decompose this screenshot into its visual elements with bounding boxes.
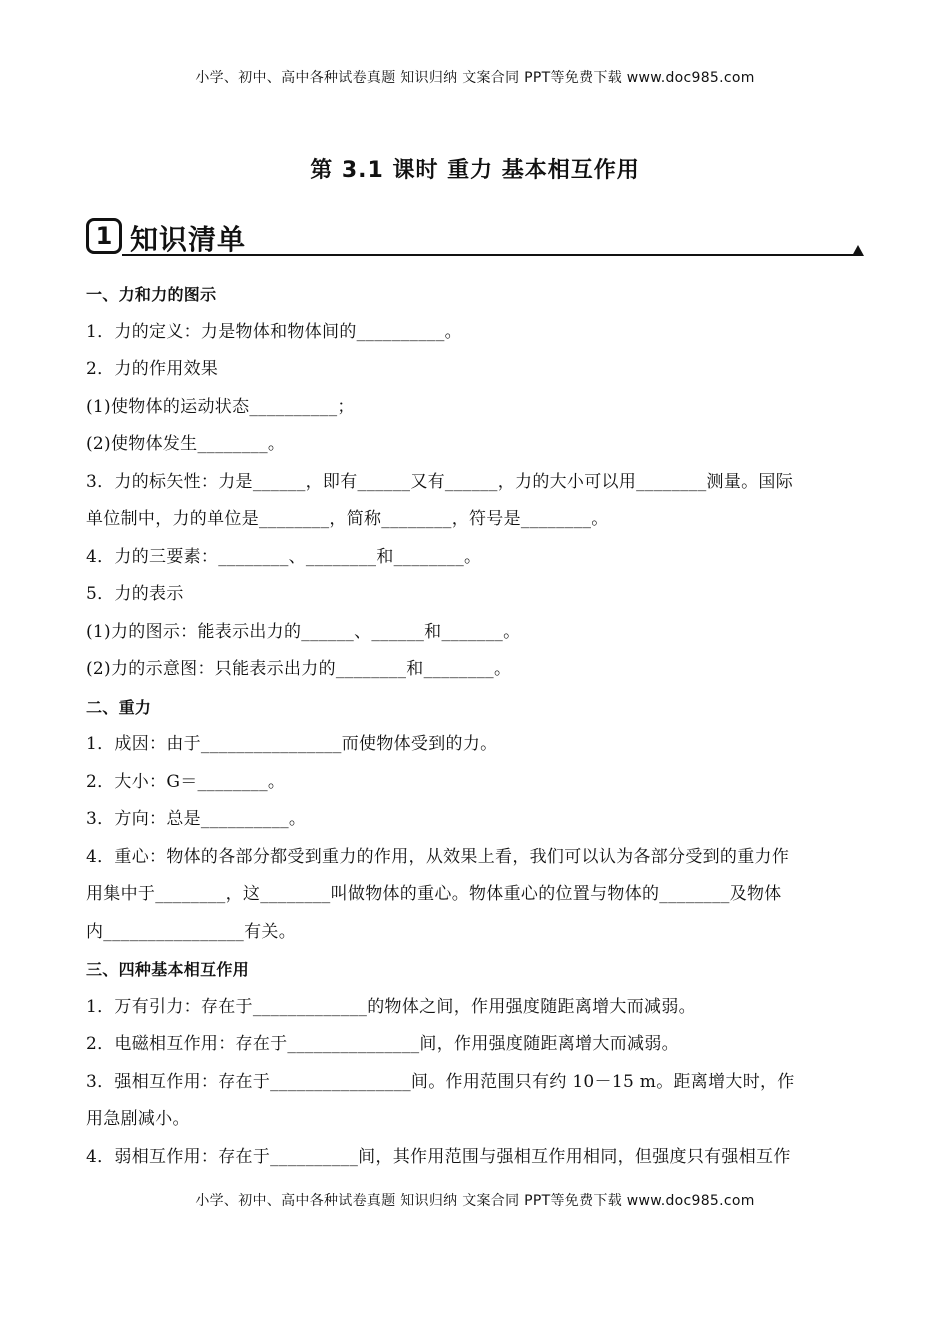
worksheet-body	[86, 276, 864, 1176]
text-line: 3．方向：总是__________。	[86, 809, 307, 829]
subheading-interactions: 三、四种基本相互作用	[86, 960, 250, 979]
text-line: 1．成因：由于________________而使物体受到的力。	[86, 734, 498, 754]
text-line: (2)使物体发生________。	[86, 434, 286, 454]
text-line: 1．力的定义：力是物体和物体间的__________。	[86, 321, 462, 342]
text-line: 2．大小：G＝________。	[86, 771, 286, 792]
page-title: 第 3.1 课时 重力 基本相互作用	[310, 158, 640, 183]
text-line: 3．强相互作用：存在于________________间。作用范围只有约 10－15 m。距离增大时，作	[86, 1071, 795, 1092]
text-line: 单位制中，力的单位是________，简称________，符号是________。	[86, 509, 609, 529]
section-heading	[86, 216, 864, 260]
text-line: 1．万有引力：存在于_____________的物体之间，作用强度随距离增大而减弱。	[86, 996, 696, 1017]
text-line: 4．弱相互作用：存在于__________间，其作用范围与强相互作用相同，但强度只有强相互作	[86, 1146, 791, 1167]
text-line: 2．电磁相互作用：存在于_______________间，作用强度随距离增大而减弱。	[86, 1034, 679, 1054]
text-line: 4．重心：物体的各部分都受到重力的作用，从效果上看，我们可以认为各部分受到的重力作	[86, 846, 790, 867]
text-line: 2．力的作用效果	[86, 359, 219, 379]
triangle-marker-icon	[852, 245, 864, 256]
text-line: (1)使物体的运动状态__________；	[86, 396, 355, 417]
text-line: 4．力的三要素：________、________和________。	[86, 546, 482, 567]
page-footer: 小学、初中、高中各种试卷真题 知识归纳 文案合同 PPT等免费下载 www.doc985.com	[195, 1193, 755, 1209]
text-line: 用集中于________，这________叫做物体的重心。物体重心的位置与物体的________及物体	[86, 884, 782, 904]
text-line: (1)力的图示：能表示出力的______、______和_______。	[86, 621, 521, 642]
section-title: 知识清单	[130, 223, 247, 256]
text-line: 内________________有关。	[86, 921, 296, 942]
text-line: 3．力的标矢性：力是______，即有______又有______，力的大小可以用________测量。国际	[86, 471, 794, 492]
subheading-gravity: 二、重力	[86, 697, 152, 717]
section-number-badge: 1	[86, 218, 122, 254]
text-line: 5．力的表示	[86, 584, 184, 604]
text-line: 用急剧减小。	[86, 1109, 190, 1129]
section-divider	[122, 254, 854, 256]
subheading-force: 一、力和力的图示	[86, 285, 217, 304]
page-header: 小学、初中、高中各种试卷真题 知识归纳 文案合同 PPT等免费下载 www.doc985.com	[195, 70, 755, 86]
text-line: (2)力的示意图：只能表示出力的________和________。	[86, 659, 512, 679]
